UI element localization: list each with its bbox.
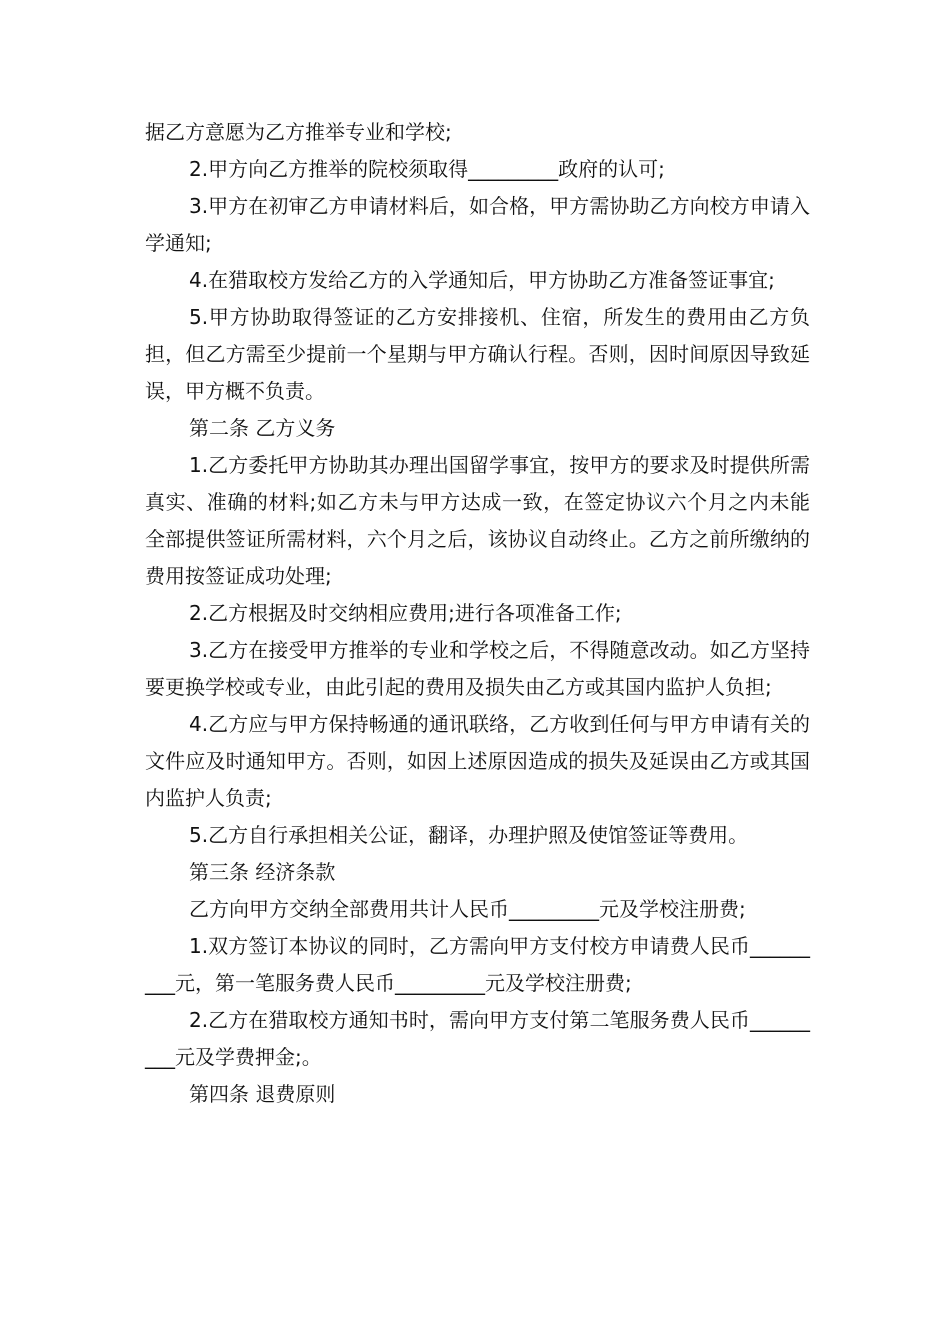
- paragraph-2: 2.甲方向乙方推举的院校须取得_________政府的认可;: [189, 157, 665, 181]
- paragraph-9: 4.乙方应与甲方保持畅通的通讯联络，乙方收到任何与甲方申请有关的文件应及时通知甲方。否则，如因上述原因造成的损失及延误由乙方或其国内监护人负责;: [145, 712, 810, 810]
- paragraph-13: 2.乙方在猎取校方通知书时，需向甲方支付第二笔服务费人民币_________元及学费押金;。: [145, 1008, 810, 1069]
- section-heading-article-3: 第三条 经济条款: [189, 860, 336, 884]
- section-heading-article-4: 第四条 退费原则: [189, 1082, 336, 1106]
- paragraph-11: 乙方向甲方交纳全部费用共计人民币_________元及学校注册费;: [189, 897, 746, 921]
- paragraph-10: 5.乙方自行承担相关公证，翻译，办理护照及使馆签证等费用。: [189, 823, 749, 847]
- paragraph-12: 1.双方签订本协议的同时，乙方需向甲方支付校方申请费人民币_________元，第一笔服务费人民币_________元及学校注册费;: [145, 934, 810, 995]
- paragraph-3: 3.甲方在初审乙方申请材料后，如合格，甲方需协助乙方向校方申请入学通知;: [145, 194, 810, 255]
- paragraph-5: 5.甲方协助取得签证的乙方安排接机、住宿，所发生的费用由乙方负担，但乙方需至少提前一个星期与甲方确认行程。否则，因时间原因导致延误，甲方概不负责。: [145, 305, 810, 403]
- paragraph-1: 据乙方意愿为乙方推举专业和学校;: [145, 120, 452, 144]
- paragraph-7: 2.乙方根据及时交纳相应费用;进行各项准备工作;: [189, 601, 622, 625]
- paragraph-4: 4.在猎取校方发给乙方的入学通知后，甲方协助乙方准备签证事宜;: [189, 268, 775, 292]
- paragraph-6: 1.乙方委托甲方协助其办理出国留学事宜，按甲方的要求及时提供所需真实、准确的材料;如乙方未与甲方达成一致，在签定协议六个月之内未能全部提供签证所需材料，六个月之后，该协议自动终止。乙方之前所缴纳的费用按签证成功处理;: [145, 453, 810, 588]
- section-heading-article-2: 第二条 乙方义务: [189, 416, 336, 440]
- document-page: [145, 114, 810, 1113]
- paragraph-8: 3.乙方在接受甲方推举的专业和学校之后，不得随意改动。如乙方坚持要更换学校或专业，由此引起的费用及损失由乙方或其国内监护人负担;: [145, 638, 810, 699]
